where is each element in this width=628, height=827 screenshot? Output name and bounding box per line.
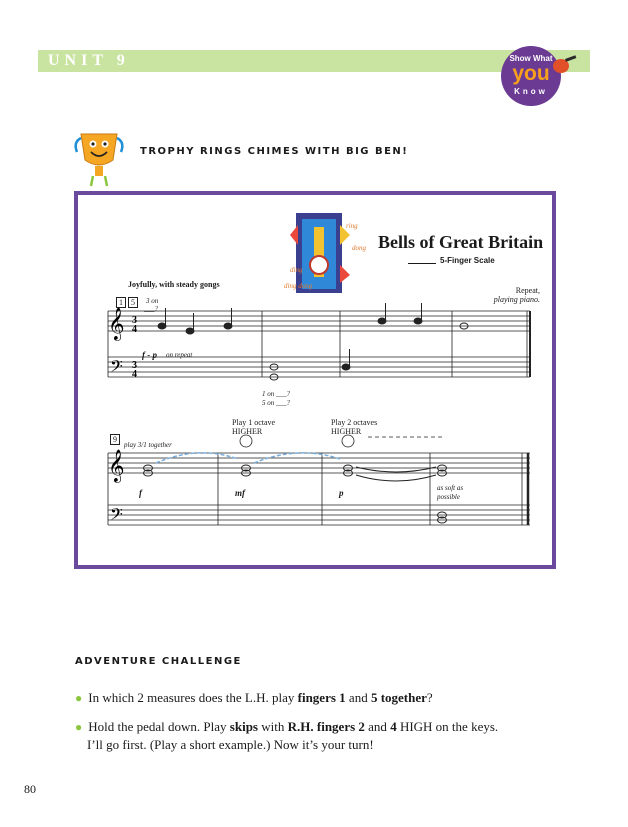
play-together-note: play 3/1 together (124, 441, 172, 449)
bell-word-3: ding (290, 266, 303, 274)
repeat-line-1: Repeat, (515, 286, 540, 295)
finger-box-1: 1 (116, 297, 126, 308)
dynamic-note: on repeat (166, 351, 193, 359)
treble-clef-2-icon: 𝄞 (108, 449, 125, 482)
challenge-question-1: ● In which 2 measures does the L.H. play fingers 1 and 5 together? (75, 690, 433, 705)
show-what-you-know-badge (501, 46, 577, 106)
big-ben-icon (290, 213, 350, 293)
repeat-instruction (470, 286, 540, 304)
dynamic-f: f (139, 488, 142, 498)
unit-label: UNIT 9 (48, 52, 130, 69)
challenge-question-2-line-2: I’ll go first. (Play a short example.) Now it’s your turn! (87, 737, 374, 752)
bell-word-2: dong (352, 244, 366, 252)
song-title: Bells of Great Britain (378, 232, 544, 252)
badge-line-1: Show What (509, 54, 553, 63)
activity-heading: TROPHY RINGS CHIMES WITH BIG BEN! (140, 146, 409, 157)
lh-question-1: 1 on ___? (262, 390, 290, 398)
badge-line-2: you (512, 62, 550, 85)
treble-clef-icon: 𝄞 (108, 307, 125, 340)
notes-system-1 (158, 303, 468, 380)
tempo-marking: Joyfully, with steady gongs (128, 280, 220, 289)
rh-blank: ___? (144, 305, 158, 313)
time-signature-top: 3 (132, 315, 137, 326)
bullet-icon: ● (75, 720, 83, 734)
repeat-line-2: playing piano. (493, 295, 540, 304)
bell-word-1: ring (346, 222, 358, 230)
badge-line-3: Know (514, 87, 548, 96)
system-2 (108, 453, 530, 525)
trophy-character-icon (71, 130, 127, 188)
octave-1-line-2: HIGHER (232, 427, 263, 436)
system-1 (108, 311, 530, 377)
challenge-question-2: ● Hold the pedal down. Play skips with R.H. fingers 2 and 4 HIGH on the keys. I’ll go first. (Play a short example.) Now it’s your turn! (75, 718, 535, 753)
song-subtitle: 5-Finger Scale (440, 256, 495, 265)
bass-time-top: 3 (132, 360, 137, 371)
bell-word-4: ding dong (284, 282, 313, 290)
finger-box-5: 5 (128, 297, 138, 308)
measure-number-9: 9 (110, 434, 120, 445)
subtitle-underline (408, 263, 436, 264)
soft-note-2: possible (437, 493, 460, 501)
page-number: 80 (24, 782, 36, 796)
bullet-icon: ● (75, 691, 83, 705)
bass-time-bottom: 4 (132, 369, 137, 380)
octave-2-line-1: Play 2 octaves (331, 418, 378, 427)
octave-1-line-1: Play 1 octave (232, 418, 276, 427)
dynamic-f-p: f - p (142, 350, 157, 360)
dynamic-mf: mf (235, 488, 245, 498)
soft-note-1: as soft as (437, 484, 464, 492)
bass-clef-2-icon: 𝄢 (110, 504, 123, 528)
rh-question: 3 on (146, 297, 159, 305)
dynamic-p: p (339, 488, 344, 498)
badge-guitar-icon (551, 54, 577, 76)
lh-question-2: 5 on ___? (262, 399, 290, 407)
time-signature-bottom: 4 (132, 324, 137, 335)
adventure-heading: ADVENTURE CHALLENGE (75, 656, 242, 667)
bass-clef-icon: 𝄢 (110, 356, 123, 380)
octave-2-line-2: HIGHER (331, 427, 362, 436)
